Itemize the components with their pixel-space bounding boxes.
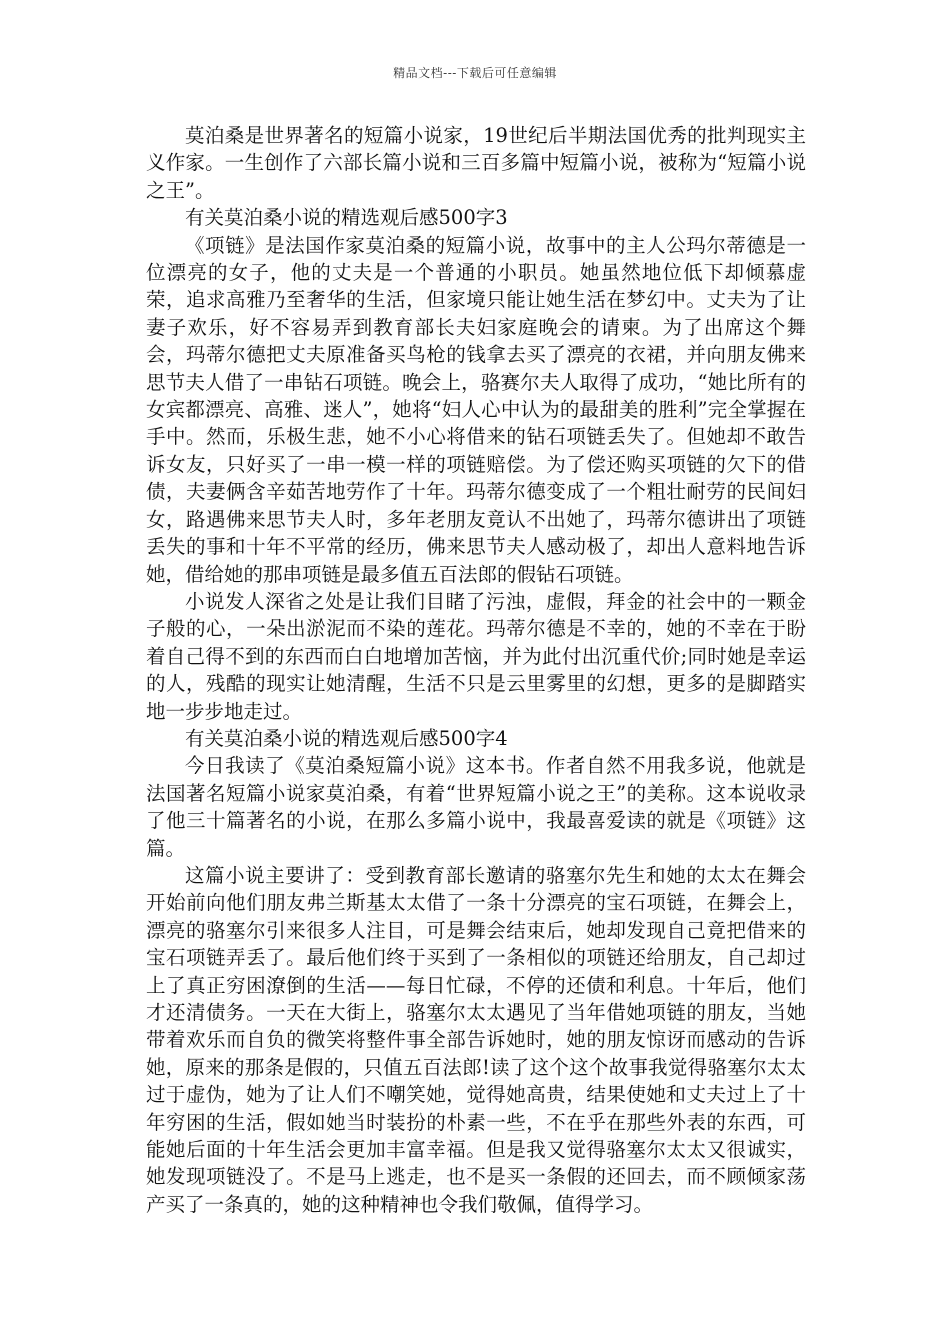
- paragraph-intro: 莫泊桑是世界著名的短篇小说家，19世纪后半期法国优秀的批判现实主义作家。一生创作了六部长篇小说和三百多篇中短篇小说，被称为“短篇小说之王”。: [146, 124, 806, 202]
- paragraph-reflection: 小说发人深省之处是让我们目睹了污浊，虚假，拜金的社会中的一颗金子般的心，一朵出淤泥而不染的莲花。玛蒂尔德是不幸的，她的不幸在于盼着自己得不到的东西而白白地增加苦恼，并为此付出沉重代价;同时她是幸运的人，残酷的现实让她清醒，生活不只是云里雾里的幻想，更多的是脚踏实地一步步地走过。: [146, 589, 806, 723]
- page-header: 精品文档---下载后可任意编辑: [393, 66, 557, 80]
- section-heading-3: 有关莫泊桑小说的精选观后感500字3: [185, 206, 508, 230]
- paragraph-story-retelling: 这篇小说主要讲了：受到教育部长邀请的骆塞尔先生和她的太太在舞会开始前向他们朋友弗兰斯基太太借了一条十分漂亮的宝石项链，在舞会上，漂亮的骆塞尔引来很多人注目，可是舞会结束后，她却发现自己竟把借来的宝石项链弄丢了。最后他们终于买到了一条相似的项链还给朋友，自己却过上了真正穷困潦倒的生活——每日忙碌，不停的还债和利息。十年后，他们才还清债务。一天在大街上，骆塞尔太太遇见了当年借她项链的朋友，当她带着欢乐而自负的微笑将整件事全部告诉她时，她的朋友惊讶而感动的告诉她，原来的那条是假的，只值五百法郎!读了这个这个故事我觉得骆塞尔太太过于虚伪，她为了让人们不嘲笑她，觉得她高贵，结果使她和丈夫过上了十年穷困的生活，假如她当时装扮的朴素一些，不在乎在那些外表的东西，可能她后面的十年生活会更加丰富幸福。但是我又觉得骆塞尔太太又很诚实，她发现项链没了。不是马上逃走，也不是买一条假的还回去，而不顾倾家荡产买了一条真的，她的这种精神也令我们敬佩，值得学习。: [146, 863, 806, 1216]
- paragraph-book-intro: 今日我读了《莫泊桑短篇小说》这本书。作者自然不用我多说，他就是法国著名短篇小说家莫泊桑，有着“世界短篇小说之王”的美称。这本说收录了他三十篇著名的小说，在那么多篇小说中，我最喜爱读的就是《项链》这篇。: [146, 754, 806, 860]
- document-body: [146, 122, 806, 1218]
- paragraph-necklace-summary: 《项链》是法国作家莫泊桑的短篇小说，故事中的主人公玛尔蒂德是一位漂亮的女子，他的丈夫是一个普通的小职员。她虽然地位低下却倾慕虚荣，追求高雅乃至奢华的生活，但家境只能让她生活在梦幻中。丈夫为了让妻子欢乐，好不容易弄到教育部长夫妇家庭晚会的请柬。为了出席这个舞会，玛蒂尔德把丈夫原准备买鸟枪的钱拿去买了漂亮的衣裙，并向朋友佛来思节夫人借了一串钻石项链。晚会上，骆赛尔夫人取得了成功，“她比所有的女宾都漂亮、高雅、迷人”，她将“妇人心中认为的最甜美的胜利”完全掌握在手中。然而，乐极生悲，她不小心将借来的钻石项链丢失了。但她却不敢告诉女友，只好买了一串一模一样的项链赔偿。为了偿还购买项链的欠下的借债，夫妻俩含辛茹苦地劳作了十年。玛蒂尔德变成了一个粗壮耐劳的民间妇女，路遇佛来思节夫人时，多年老朋友竟认不出她了，玛蒂尔德讲出了项链丢失的事和十年不平常的经历，佛来思节夫人感动极了，却出人意料地告诉她，借给她的那串项链是最多值五百法郎的假钻石项链。: [146, 233, 806, 586]
- section-heading-4: 有关莫泊桑小说的精选观后感500字4: [185, 726, 508, 750]
